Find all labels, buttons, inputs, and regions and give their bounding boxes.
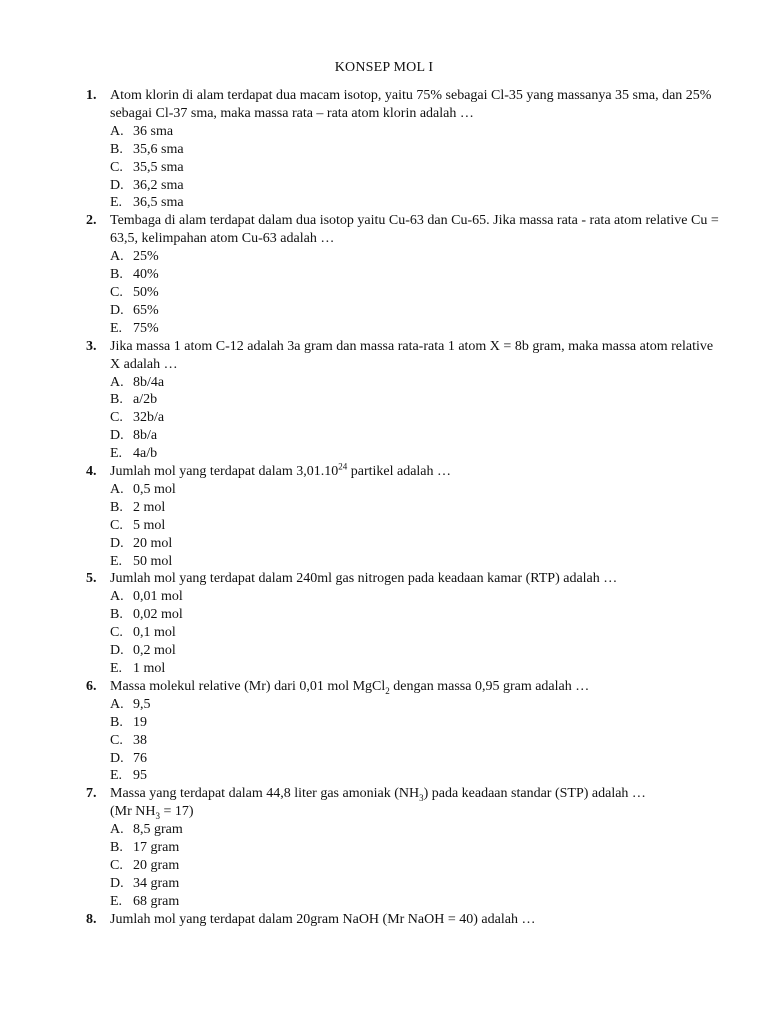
question-number: 6. bbox=[86, 678, 97, 694]
question-text-part: Massa molekul relative (Mr) dari 0,01 mol MgCl bbox=[110, 678, 386, 694]
question-text-part: Jumlah mol yang terdapat dalam 3,01.10 bbox=[110, 464, 339, 480]
option-letter: C. bbox=[110, 732, 123, 748]
option-text: 36,2 sma bbox=[133, 177, 184, 193]
option-text: 20 gram bbox=[133, 857, 180, 873]
option-letter: E. bbox=[110, 553, 123, 569]
option-letter: B. bbox=[110, 714, 123, 730]
answer-option bbox=[110, 445, 726, 463]
answer-option bbox=[110, 893, 726, 911]
question-text-part: dengan massa 0,95 gram adalah … bbox=[389, 678, 590, 694]
answer-option bbox=[110, 624, 726, 642]
question-3-options bbox=[86, 374, 726, 464]
option-text: 8b/a bbox=[133, 428, 158, 444]
option-letter: A. bbox=[110, 696, 124, 712]
subscript: 2 bbox=[385, 685, 390, 696]
answer-option bbox=[110, 248, 726, 266]
question-number: 4. bbox=[86, 464, 97, 480]
option-letter: A. bbox=[110, 822, 124, 838]
option-letter: A. bbox=[110, 374, 124, 390]
answer-option bbox=[110, 857, 726, 875]
option-text: 20 mol bbox=[133, 535, 173, 551]
option-text: 40% bbox=[133, 267, 159, 283]
answer-option bbox=[110, 875, 726, 893]
question-6-options bbox=[86, 696, 726, 786]
option-text: 1 mol bbox=[133, 661, 166, 676]
question-text bbox=[110, 463, 726, 481]
question-2-options bbox=[86, 248, 726, 338]
option-letter: D. bbox=[110, 428, 124, 444]
answer-option bbox=[110, 320, 726, 338]
question-text bbox=[110, 785, 726, 821]
option-letter: D. bbox=[110, 643, 124, 659]
question-text: Jumlah mol yang terdapat dalam 20gram NaOH (Mr NaOH = 40) adalah … bbox=[110, 911, 536, 927]
question-text: Jumlah mol yang terdapat dalam 240ml gas nitrogen pada keadaan kamar (RTP) adalah … bbox=[110, 571, 618, 587]
answer-option bbox=[110, 839, 726, 857]
option-text: 95 bbox=[133, 768, 147, 784]
option-text: a/2b bbox=[133, 392, 158, 408]
option-text: 17 gram bbox=[133, 840, 180, 856]
answer-option bbox=[110, 821, 726, 839]
option-letter: D. bbox=[110, 535, 124, 551]
option-letter: C. bbox=[110, 159, 123, 175]
question-5 bbox=[86, 570, 726, 588]
answer-option bbox=[110, 606, 726, 624]
answer-option bbox=[110, 767, 726, 785]
option-text: 32b/a bbox=[133, 410, 165, 426]
option-letter: D. bbox=[110, 302, 124, 318]
option-text: 25% bbox=[133, 249, 159, 265]
question-text-part: partikel adalah … bbox=[347, 464, 452, 480]
answer-option bbox=[110, 409, 726, 427]
answer-option bbox=[110, 517, 726, 535]
answer-option bbox=[110, 588, 726, 606]
question-text-part: (Mr NH bbox=[110, 804, 156, 820]
option-letter: C. bbox=[110, 517, 123, 533]
question-1 bbox=[86, 87, 726, 123]
option-text: 8,5 gram bbox=[133, 822, 183, 838]
answer-option bbox=[110, 732, 726, 750]
option-text: 76 bbox=[133, 750, 147, 766]
question-text: Jika massa 1 atom C-12 adalah 3a gram dan massa rata-rata 1 atom X = 8b gram, maka massa atom relative X adalah … bbox=[110, 338, 714, 372]
answer-option bbox=[110, 159, 726, 177]
option-letter: D. bbox=[110, 177, 124, 193]
subscript: 3 bbox=[419, 793, 424, 804]
option-text: 36 sma bbox=[133, 123, 174, 139]
option-text: 8b/4a bbox=[133, 374, 165, 390]
answer-option bbox=[110, 194, 726, 212]
option-text: 65% bbox=[133, 302, 159, 318]
question-number: 2. bbox=[86, 213, 97, 229]
question-4-options bbox=[86, 481, 726, 571]
question-text: Atom klorin di alam terdapat dua macam isotop, yaitu 75% sebagai Cl-35 yang massanya 35 sma, dan 25% sebagai Cl-37 sma, maka massa rata – rata atom klorin adalah … bbox=[110, 88, 712, 121]
option-letter: B. bbox=[110, 840, 123, 856]
option-text: 75% bbox=[133, 320, 159, 336]
option-letter: A. bbox=[110, 481, 124, 497]
question-7 bbox=[86, 785, 726, 821]
option-letter: B. bbox=[110, 267, 123, 283]
option-text: 2 mol bbox=[133, 499, 166, 515]
option-letter: B. bbox=[110, 392, 123, 408]
answer-option bbox=[110, 499, 726, 517]
answer-option bbox=[110, 535, 726, 553]
option-text: 9,5 bbox=[133, 696, 151, 712]
answer-option bbox=[110, 481, 726, 499]
option-letter: A. bbox=[110, 249, 124, 265]
option-text: 0,02 mol bbox=[133, 607, 183, 623]
question-7-options bbox=[86, 821, 726, 911]
page-title: KONSEP MOL I bbox=[334, 60, 434, 75]
question-text-part: = 17) bbox=[160, 804, 194, 820]
option-text: 4a/b bbox=[133, 446, 158, 462]
option-text: 35,6 sma bbox=[133, 141, 184, 157]
option-text: 5 mol bbox=[133, 517, 166, 533]
answer-option bbox=[110, 302, 726, 320]
question-number: 5. bbox=[86, 571, 97, 587]
question-5-options bbox=[86, 588, 726, 678]
question-text: Tembaga di alam terdapat dalam dua isotop yaitu Cu-63 dan Cu-65. Jika massa rata - rata atom relative Cu = 63,5, kelimpahan atom Cu-63 adalah … bbox=[110, 213, 719, 247]
subscript: 3 bbox=[155, 811, 160, 822]
option-letter: A. bbox=[110, 589, 124, 605]
question-number: 8. bbox=[86, 911, 97, 927]
option-letter: A. bbox=[110, 123, 124, 139]
option-text: 0,2 mol bbox=[133, 643, 176, 659]
option-text: 35,5 sma bbox=[133, 159, 184, 175]
answer-option bbox=[110, 391, 726, 409]
answer-option bbox=[110, 284, 726, 302]
answer-option bbox=[110, 266, 726, 284]
question-text-part: ) pada keadaan standar (STP) adalah … bbox=[423, 786, 646, 802]
option-text: 38 bbox=[133, 732, 147, 748]
question-4 bbox=[86, 463, 726, 481]
option-letter: B. bbox=[110, 499, 123, 515]
option-letter: E. bbox=[110, 768, 123, 784]
option-letter: D. bbox=[110, 750, 124, 766]
option-letter: D. bbox=[110, 875, 124, 891]
question-number: 7. bbox=[86, 786, 97, 802]
option-letter: E. bbox=[110, 893, 123, 909]
option-letter: B. bbox=[110, 607, 123, 623]
option-text: 68 gram bbox=[133, 893, 180, 909]
question-6 bbox=[86, 678, 726, 696]
option-letter: C. bbox=[110, 410, 123, 426]
option-text: 50% bbox=[133, 284, 159, 300]
option-letter: C. bbox=[110, 625, 123, 641]
option-text: 0,5 mol bbox=[133, 481, 176, 497]
option-letter: E. bbox=[110, 195, 123, 211]
answer-option bbox=[110, 123, 726, 141]
option-text: 36,5 sma bbox=[133, 195, 184, 211]
question-2 bbox=[86, 212, 726, 248]
answer-option bbox=[110, 427, 726, 445]
question-text bbox=[110, 678, 726, 696]
question-list bbox=[86, 87, 726, 929]
answer-option bbox=[110, 714, 726, 732]
option-letter: E. bbox=[110, 661, 123, 676]
option-text: 0,01 mol bbox=[133, 589, 183, 605]
question-text-part: Massa yang terdapat dalam 44,8 liter gas amoniak (NH bbox=[110, 786, 420, 802]
question-1-options bbox=[86, 123, 726, 213]
answer-option bbox=[110, 177, 726, 195]
option-letter: B. bbox=[110, 141, 123, 157]
option-letter: C. bbox=[110, 857, 123, 873]
answer-option bbox=[110, 553, 726, 571]
question-3 bbox=[86, 338, 726, 374]
question-number: 3. bbox=[86, 338, 97, 354]
question-8 bbox=[86, 911, 726, 929]
answer-option bbox=[110, 642, 726, 660]
option-text: 0,1 mol bbox=[133, 625, 176, 641]
option-text: 50 mol bbox=[133, 553, 173, 569]
answer-option bbox=[110, 141, 726, 159]
option-text: 34 gram bbox=[133, 875, 180, 891]
question-number: 1. bbox=[86, 88, 97, 103]
option-text: 19 bbox=[133, 714, 147, 730]
exponent: 24 bbox=[338, 461, 348, 472]
answer-option bbox=[110, 750, 726, 768]
answer-option bbox=[110, 374, 726, 392]
option-letter: C. bbox=[110, 284, 123, 300]
option-letter: E. bbox=[110, 446, 123, 462]
answer-option bbox=[110, 660, 726, 678]
answer-option bbox=[110, 696, 726, 714]
option-letter: E. bbox=[110, 320, 123, 336]
